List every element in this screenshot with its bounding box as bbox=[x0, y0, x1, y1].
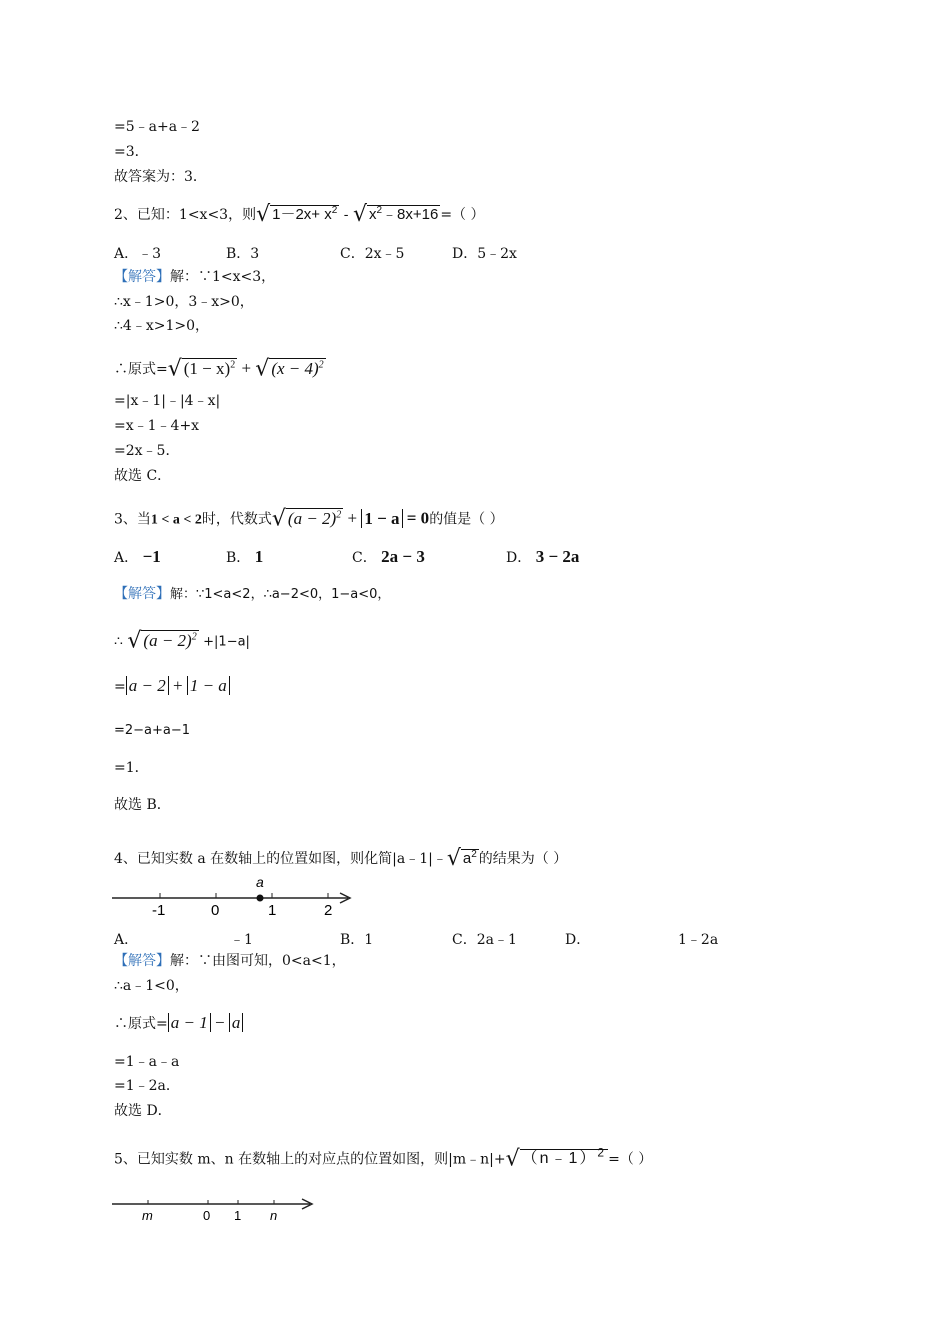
q3-solution-tag: 【解答】 bbox=[114, 586, 170, 602]
q4-option-b: B．1 bbox=[340, 932, 374, 948]
q5-label-n: n bbox=[270, 1208, 278, 1223]
q5-label-1: 1 bbox=[234, 1208, 242, 1223]
q2-solution-line-3: ∴4﹣x>1>0， bbox=[114, 318, 209, 334]
q2-solution-line-2: ∴x﹣1>0，3﹣x>0， bbox=[114, 294, 254, 310]
q2-solution-tag: 【解答】 bbox=[114, 269, 170, 285]
q2-prefix: 2、已知：1<x<3，则 bbox=[114, 207, 257, 223]
q4-solution-line-3: ∴原式= a − 1 − a bbox=[114, 1010, 243, 1037]
q4-tick-label: 2 bbox=[324, 902, 333, 919]
q4-solution-line-1: 【解答】解：∵由图可知，0<a<1， bbox=[114, 953, 346, 969]
q3-solution-line-6: 故选 B． bbox=[114, 797, 171, 813]
q2-suffix: =（ ） bbox=[440, 207, 485, 223]
q2-sol-radical-2: √ $(x - 4)^2$ bbox=[255, 356, 324, 382]
q2-stem: 2、已知：1<x<3，则√ $1-2x+ x^2$ - √ $x^2﹣8x+16$ =（ ） bbox=[114, 202, 485, 227]
q3-option-a: A． −1 bbox=[114, 547, 161, 566]
q4-solution-line-4: =1﹣a﹣a bbox=[114, 1054, 180, 1070]
q3-condition: 1 < a < 2 bbox=[150, 512, 202, 528]
q2-solution-line-6: =x﹣1﹣4+x bbox=[114, 418, 200, 434]
q4-number-line bbox=[112, 872, 362, 920]
top-line-2: =3． bbox=[114, 144, 149, 160]
q2-radical-1: √ $1-2x+ x^2$ bbox=[256, 202, 338, 227]
q2-option-b: B．3 bbox=[226, 246, 260, 262]
q2-option-a: A．﹣3 bbox=[114, 246, 162, 262]
q3-solution-line-5: =1． bbox=[114, 760, 149, 776]
q4-tick-label: 1 bbox=[268, 902, 277, 919]
q4-solution-line-5: =1﹣2a． bbox=[114, 1078, 180, 1094]
q4-solution-line-2: ∴a﹣1<0， bbox=[114, 978, 189, 994]
q3-solution-line-1: 【解答】解：∵1<a<2，∴a−2<0，1−a<0， bbox=[114, 586, 391, 602]
q4-option-a-value: ﹣1 bbox=[230, 932, 253, 948]
top-line-1: =5﹣a+a﹣2 bbox=[114, 119, 200, 135]
q5-stem: 5、已知实数 m、n 在数轴上的对应点的位置如图，则|m﹣n|+√ （n﹣1）$^2$ =（ ） bbox=[114, 1140, 652, 1172]
q2-solution-line-7: =2x﹣5． bbox=[114, 443, 180, 459]
q2-option-c: C．2x﹣5 bbox=[340, 246, 405, 262]
top-line-3: 故答案为：3． bbox=[114, 169, 207, 185]
q2-solution-line-4: ∴原式=√ $(1 - x)^2$ + √ $(x - 4)^2$ bbox=[114, 352, 326, 383]
q4-solution-tag: 【解答】 bbox=[114, 953, 170, 969]
q3-solution-line-2: ∴ √ $(a - 2)^2 +|1-a|$ bbox=[114, 624, 250, 656]
q4-point-a bbox=[257, 895, 264, 902]
q2-solution-line-8: 故选 C． bbox=[114, 468, 172, 484]
q5-label-m: m bbox=[142, 1208, 153, 1223]
q4-option-d-value: 1﹣2a bbox=[678, 932, 719, 948]
q4-option-c: C．2a﹣1 bbox=[452, 932, 517, 948]
q3-abs: 1 − a bbox=[361, 509, 402, 528]
q5-label-0: 0 bbox=[203, 1208, 211, 1223]
q3-option-b: B． 1 bbox=[226, 547, 264, 566]
q2-sol-radical-1: √ $(1 - x)^2$ bbox=[167, 356, 236, 382]
q4-radical: √ $a^2$ bbox=[446, 846, 477, 871]
q3-radical: √ $(a - 2)^2$ bbox=[271, 506, 342, 532]
q3-option-d: D． 3 − 2a bbox=[506, 547, 580, 566]
q5-radical: √ （n﹣1）$^2$ bbox=[505, 1146, 607, 1172]
q3-sol-radical: √ $(a - 2)^2$ bbox=[127, 628, 197, 654]
q4-point-label: a bbox=[256, 874, 264, 890]
q4-option-a-label: A． bbox=[114, 932, 139, 948]
q5-number-line bbox=[112, 1194, 322, 1224]
q4-solution-line-6: 故选 D． bbox=[114, 1103, 172, 1119]
q2-solution-line-1: 【解答】解：∵1<x<3， bbox=[114, 269, 276, 285]
q2-solution-line-5: =|x﹣1|﹣|4﹣x| bbox=[114, 393, 221, 409]
q3-solution-line-4: =2−a+a−1 bbox=[114, 723, 191, 738]
q4-tick-label: -1 bbox=[152, 902, 166, 919]
q4-option-d-label: D． bbox=[565, 932, 591, 948]
q4-stem: 4、已知实数 a 在数轴上的位置如图，则化简|a﹣1|﹣√ $a^2$ 的结果为（ ） bbox=[114, 846, 568, 871]
q3-stem: 3、当1 < a < 2时，代数式√ $(a - 2)^2 + 1 - a = 0$的值是（ ） bbox=[114, 502, 504, 534]
q2-radical-2: √ $x^2﹣8x+16$ bbox=[352, 202, 439, 227]
q3-solution-line-3: = a − 2 + 1 − a bbox=[114, 673, 230, 700]
q3-option-c: C． 2a − 3 bbox=[352, 547, 425, 566]
q4-tick-label: 0 bbox=[211, 902, 220, 919]
q2-option-d: D．5﹣2x bbox=[452, 246, 517, 262]
